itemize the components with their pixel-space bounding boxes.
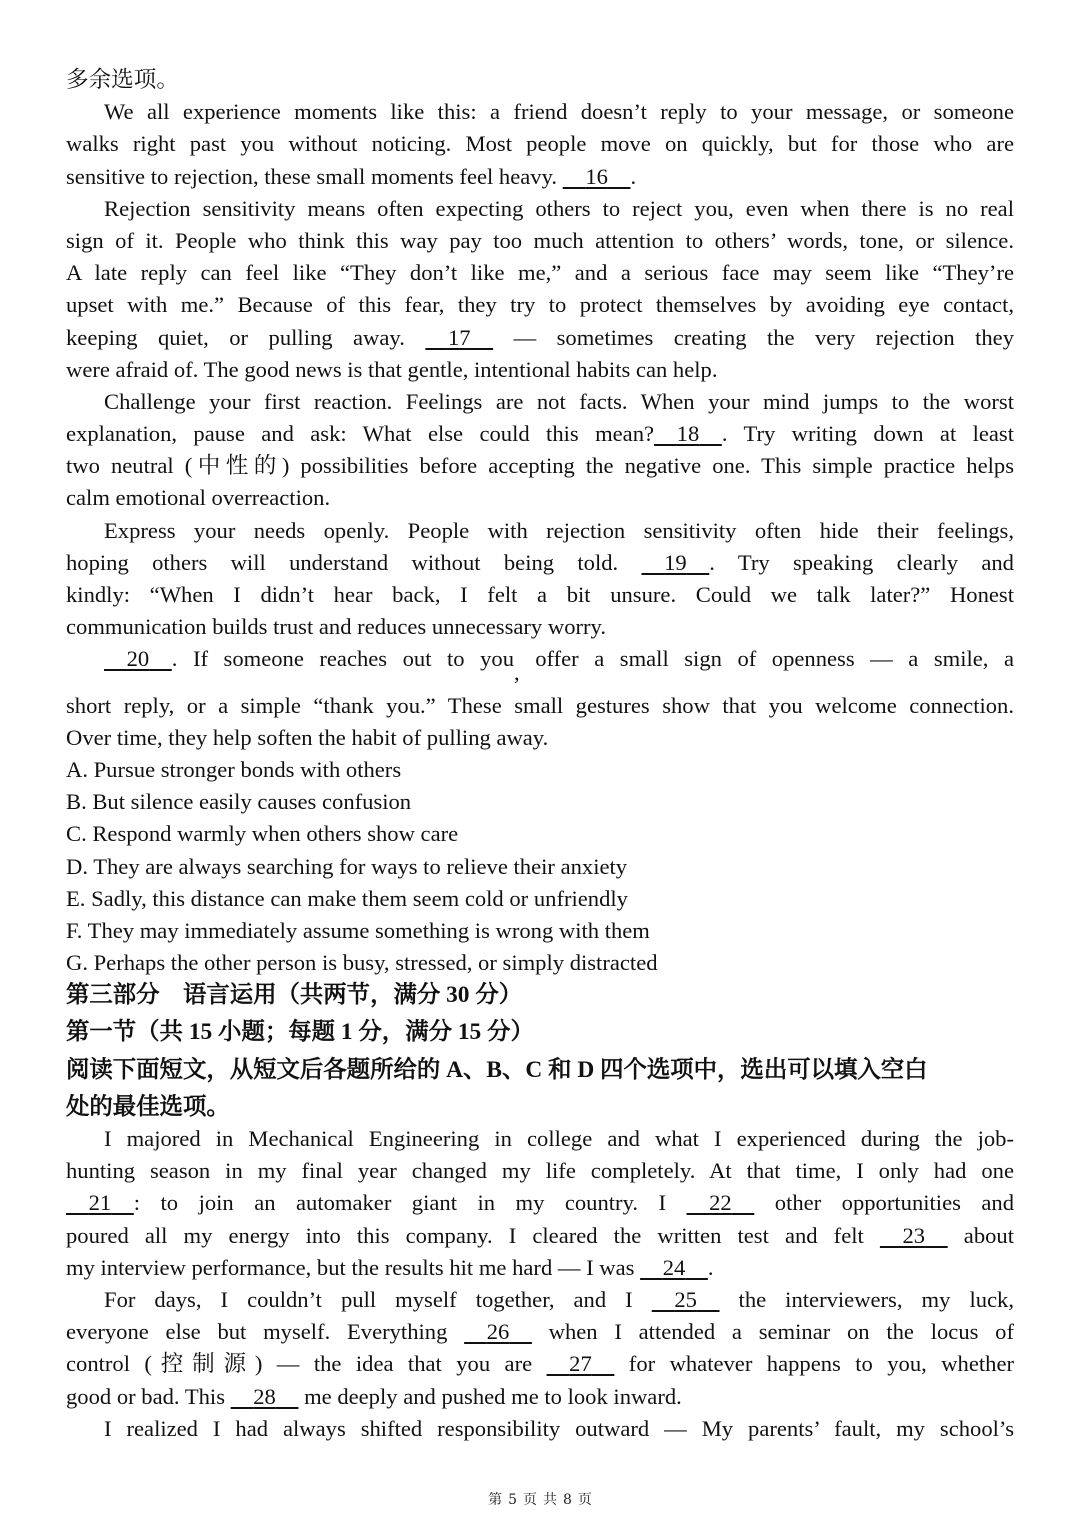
passage-line: were afraid of. The good news is that gentle, intentional habits can help. — [66, 356, 718, 382]
passage-line: Over time, they help soften the habit of pulling away. — [66, 724, 549, 750]
passage-line: 20 . If someone reaches out to you, offer a small sign of openness — a smile, a — [66, 643, 1014, 675]
section-instruction: 处的最佳选项。 — [66, 1093, 230, 1120]
cloze-line: control (控制源) — the idea that you are 27 for whatever happens to you, whether — [66, 1348, 1014, 1380]
blank-22: 22 — [709, 1190, 732, 1216]
exam-page — [66, 64, 1014, 1445]
option-d: D. They are always searching for ways to relieve their anxiety — [66, 853, 628, 879]
blank-16: 16 — [585, 163, 608, 189]
passage-line: upset with me.” Because of this fear, they try to protect themselves by avoiding eye contact, — [66, 292, 1014, 318]
blank-26: 26 — [486, 1319, 510, 1345]
passage-line: explanation, pause and ask: What else could this mean? 18 . Try writing down at least — [66, 418, 1014, 450]
passage-line: short reply, or a simple “thank you.” These small gestures show that you welcome connection. — [66, 692, 1014, 718]
instruction-tail: 多余选项。 — [66, 67, 179, 92]
passage-line: Express your needs openly. People with rejection sensitivity often hide their feelings, — [104, 517, 1014, 543]
blank-17: 17 — [447, 324, 471, 350]
passage-line: walks right past you without noticing. Most people move on quickly, but for those who are — [66, 131, 1014, 157]
option-c: C. Respond warmly when others show care — [66, 821, 459, 847]
option-g: G. Perhaps the other person is busy, stressed, or simply distracted — [66, 950, 658, 976]
blank-28: 28 — [253, 1383, 276, 1409]
cloze-line: my interview performance, but the results hit me hard — I was 24 . — [66, 1252, 1014, 1284]
passage-line: calm emotional overreaction. — [66, 485, 331, 511]
passage-line: sign of it. People who think this way pay too much attention to others’ words, tone, or silence. — [66, 227, 1014, 253]
passage-line: communication builds trust and reduces unnecessary worry. — [66, 614, 607, 640]
option-e: E. Sadly, this distance can make them seem cold or unfriendly — [66, 885, 628, 911]
passage-line: kindly: “When I didn’t hear back, I felt a bit unsure. Could we talk later?” Honest — [66, 582, 1014, 607]
option-b: B. But silence easily causes confusion — [66, 789, 412, 815]
subsection-title: 第一节（共 15 小题；每题 1 分，满分 15 分） — [66, 1019, 534, 1046]
cloze-line: everyone else but myself. Everything 26 when I attended a seminar on the locus of — [66, 1316, 1014, 1348]
blank-21: 21 — [88, 1190, 112, 1216]
cloze-line: I realized I had always shifted responsibility outward — My parents’ fault, my school’s — [104, 1415, 1014, 1441]
cloze-line: good or bad. This 28 me deeply and pushed me to look inward. — [66, 1381, 1014, 1413]
passage-line: sensitive to rejection, these small moments feel heavy. 16 . — [66, 161, 1014, 193]
option-a: A. Pursue stronger bonds with others — [66, 756, 402, 782]
cloze-line: hunting season in my final year changed my life completely. At that time, I only had one — [66, 1158, 1014, 1184]
passage-line: two neutral (中性的) possibilities before accepting the negative one. This simple practice helps — [66, 453, 1014, 479]
passage-line: A late reply can feel like “They don’t like me,” and a serious face may seem like “They’re — [66, 260, 1014, 286]
section-title: 第三部分 语言运用（共两节，满分 30 分） — [66, 982, 523, 1009]
passage-line: keeping quiet, or pulling away. 17 — sometimes creating the very rejection they — [66, 322, 1014, 354]
blank-27: 27 — [569, 1351, 592, 1377]
blank-24: 24 — [662, 1254, 686, 1280]
section-instruction: 阅读下面短文，从短文后各题所给的 A、B、C 和 D 四个选项中，选出可以填入空白 — [66, 1056, 928, 1083]
cloze-line: 21 : to join an automaker giant in my country. I 22 other opportunities and — [66, 1187, 1014, 1219]
blank-18: 18 — [676, 421, 700, 447]
cloze-line: For days, I couldn’t pull myself together, and I 25 the interviewers, my luck, — [66, 1284, 1014, 1316]
page-footer: 第 5 页 共 8 页 — [488, 1492, 592, 1508]
cloze-line: I majored in Mechanical Engineering in college and what I experienced during the job- — [104, 1126, 1014, 1151]
page-total: 8 — [563, 1492, 572, 1508]
option-f: F. They may immediately assume something is wrong with them — [66, 917, 650, 943]
blank-20: 20 — [126, 646, 150, 672]
option-list — [66, 754, 1014, 979]
blank-25: 25 — [674, 1286, 697, 1312]
passage-line: hoping others will understand without being told. 19 . Try speaking clearly and — [66, 547, 1014, 579]
blank-23: 23 — [902, 1222, 926, 1248]
cloze-line: poured all my energy into this company. I cleared the written test and felt 23 about — [66, 1220, 1014, 1252]
passage-line: We all experience moments like this: a friend doesn’t reply to your message, or someone — [104, 99, 1014, 125]
passage-line: Rejection sensitivity means often expecting others to reject you, even when there is no real — [104, 195, 1014, 221]
page-number: 5 — [508, 1492, 517, 1508]
passage-line: Challenge your first reaction. Feelings are not facts. When your mind jumps to the worst — [104, 388, 1014, 414]
blank-19: 19 — [664, 549, 687, 575]
